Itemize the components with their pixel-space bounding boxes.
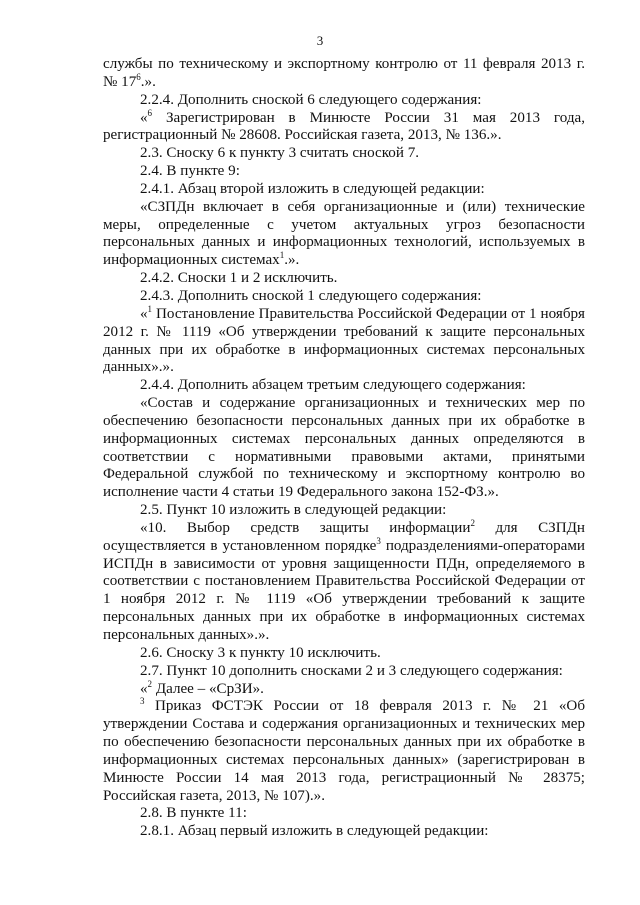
paragraph-text: «10. Выбор средств защиты информации	[140, 519, 471, 536]
footnote-marker: 1	[279, 250, 285, 261]
paragraph-text: Постановление Правительства Российской Федерации от 1 ноября 2012 г. № 1119 «Об утверждении требований к защите персональных данных при их обработке в информационных системах персональных данных».».	[103, 305, 585, 376]
paragraph	[103, 377, 585, 395]
paragraph-text: «	[140, 305, 148, 322]
paragraph	[103, 288, 585, 306]
paragraph-text: 2.6. Сноску 3 к пункту 10 исключить.	[140, 644, 381, 661]
paragraph	[103, 107, 585, 146]
paragraph	[103, 56, 585, 92]
paragraph-text: .».	[284, 252, 300, 269]
paragraph	[103, 698, 585, 805]
paragraph-text: для СЗПДн осуществляется в установленном порядке	[103, 519, 585, 554]
paragraph-text: 2.7. Пункт 10 дополнить сносками 2 и 3 следующего содержания:	[140, 662, 563, 679]
paragraph-text: 2.4.3. Дополнить сноской 1 следующего содержания:	[140, 287, 482, 304]
page-number: 3	[316, 33, 324, 48]
footnote-marker: 3	[376, 535, 381, 546]
paragraph-text: подразделениями-операторами ИСПДн в зависимости от уровня защищенности ПДн, определяемого в соответствии с постановлением Правительства Российской Федерации от 1 ноября 2012 г. № 1119 «Об утверждении требований к защите персональных данных при их обработке в информационных системах персональных данных».».	[103, 537, 585, 643]
paragraph	[103, 823, 585, 841]
footnote-marker: 6	[136, 71, 141, 82]
paragraph	[103, 645, 585, 663]
paragraph	[103, 678, 585, 699]
paragraph	[103, 145, 585, 163]
paragraph-text: 2.8.1. Абзац первый изложить в следующей редакции:	[140, 823, 489, 840]
paragraph-text: «СЗПДн включает в себя организационные и (или) технические меры, определенные с учетом актуальных угроз безопасности персональных данных и информационных технологий, используемых в информационных системах	[103, 198, 585, 269]
document-body	[103, 56, 585, 841]
paragraph	[103, 303, 585, 377]
paragraph	[103, 181, 585, 199]
paragraph-text: 2.4.2. Сноски 1 и 2 исключить.	[140, 270, 338, 287]
paragraph	[103, 663, 585, 681]
paragraph-text: «	[140, 680, 148, 697]
paragraph-text: 2.8. В пункте 11:	[140, 805, 247, 822]
paragraph-text: 2.4.4. Дополнить абзацем третьим следующего содержания:	[140, 377, 526, 394]
paragraph	[103, 502, 585, 520]
paragraph-text: 2.4. В пункте 9:	[140, 163, 240, 180]
footnote-marker: 1	[147, 303, 153, 314]
paragraph-text: 2.4.1. Абзац второй изложить в следующей редакции:	[140, 180, 485, 197]
footnote-marker: 6	[147, 107, 153, 118]
paragraph-text: 2.3. Сноску 6 к пункту 3 считать сноской 7.	[140, 145, 420, 162]
paragraph-text: 2.2.4. Дополнить сноской 6 следующего содержания:	[140, 91, 482, 108]
paragraph-text: «	[140, 109, 148, 126]
paragraph-text: .».	[140, 73, 156, 90]
paragraph	[103, 92, 585, 110]
paragraph-text: «Состав и содержание организационных и технических мер по обеспечению безопасности персональных данных при их обработке в информационных системах персональных данных определяются в соответствии с нормативными правовыми актами, принятыми Федеральной службой по техническому и экспортному контролю во исполнение части 4 статьи 19 Федерального закона 152-ФЗ.».	[103, 395, 585, 501]
paragraph-text: Приказ ФСТЭК России от 18 февраля 2013 г. № 21 «Об утверждении Состава и содержания организационных и технических мер по обеспечению безопасности персональных данных при их обработке в информационных системах персональных данных» (зарегистрирован в Минюсте России 14 мая 2013 года, регистрационный № 28375; Российская газета, 2013, № 107).».	[103, 698, 585, 804]
paragraph	[103, 395, 585, 502]
footnote-marker: 2	[147, 678, 153, 689]
paragraph	[103, 199, 585, 270]
paragraph-text: Далее – «СрЗИ».	[152, 680, 264, 697]
footnote-marker: 3	[140, 696, 145, 707]
paragraph	[103, 517, 585, 645]
paragraph-text: Зарегистрирован в Минюсте России 31 мая 2013 года, регистрационный № 28608. Российская газета, 2013, № 136.».	[103, 109, 585, 144]
paragraph	[103, 270, 585, 288]
footnote-marker: 2	[470, 517, 475, 528]
paragraph-text: 2.5. Пункт 10 изложить в следующей редакции:	[140, 502, 447, 519]
paragraph-text: службы по техническому и экспортному контролю от 11 февраля 2013 г. № 17	[103, 56, 585, 90]
paragraph	[103, 163, 585, 181]
paragraph	[103, 805, 585, 823]
